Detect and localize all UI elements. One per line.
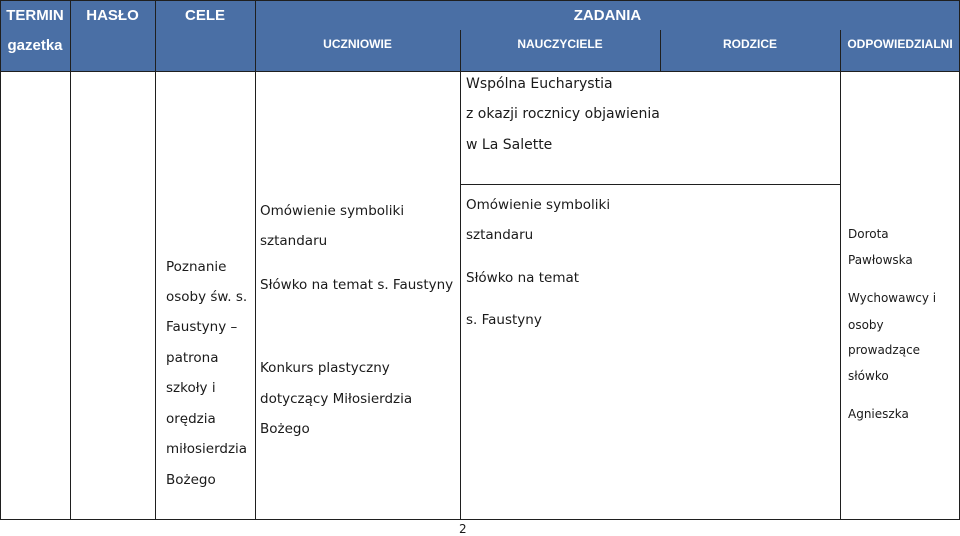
nauczyciele-line: Słówko na temat	[466, 270, 580, 286]
odpowiedzialni-line: Pawłowska	[848, 253, 913, 267]
grid-line	[840, 30, 841, 520]
header-rodzice: RODZICE	[723, 37, 777, 51]
grid-line	[460, 184, 840, 185]
header-uczniowie: UCZNIOWIE	[323, 37, 392, 51]
cele-line: osoby św. s.	[166, 289, 248, 305]
cele-line: Bożego	[166, 472, 216, 488]
uczniowie-line: Konkurs plastyczny	[260, 360, 390, 376]
uczniowie-line: Słówko na temat s. Faustyny	[260, 277, 454, 293]
uczniowie-line: Omówienie symboliki	[260, 203, 405, 219]
header-cele: CELE	[184, 6, 225, 24]
event-line: w La Salette	[466, 137, 553, 153]
odpowiedzialni-line: Wychowawcy i	[848, 291, 937, 305]
uczniowie-line: sztandaru	[260, 233, 328, 249]
uczniowie-line: Bożego	[260, 421, 310, 437]
cele-line: orędzia	[166, 411, 216, 427]
nauczyciele-line: s. Faustyny	[466, 312, 542, 328]
grid-line	[0, 519, 960, 520]
odpowiedzialni-line: osoby	[848, 318, 884, 332]
grid-line	[460, 30, 461, 520]
cele-line: Poznanie	[166, 259, 227, 275]
header-termin: TERMIN	[6, 6, 64, 24]
grid-line	[255, 0, 256, 520]
grid-line	[0, 0, 1, 520]
odpowiedzialni-line: słówko	[848, 369, 889, 383]
header-odpowiedzialni: ODPOWIEDZIALNI	[847, 37, 953, 51]
event-line: z okazji rocznicy objawienia	[466, 106, 660, 122]
nauczyciele-line: sztandaru	[466, 227, 534, 243]
header-nauczyciele: NAUCZYCIELE	[517, 37, 603, 51]
grid-line	[660, 30, 661, 71]
header-haslo: HASŁO	[86, 6, 139, 24]
odpowiedzialni-line: Agnieszka	[848, 407, 909, 421]
grid-line	[155, 0, 156, 520]
grid-line	[70, 0, 71, 520]
header-zadania: ZADANIA	[573, 6, 642, 24]
cele-line: Faustyny –	[166, 319, 238, 335]
uczniowie-line: dotyczący Miłosierdzia	[260, 391, 413, 407]
odpowiedzialni-line: Dorota	[848, 227, 889, 241]
event-line: Wspólna Eucharystia	[466, 76, 613, 92]
nauczyciele-line: Omówienie symboliki	[466, 197, 611, 213]
page-number: 2	[459, 522, 467, 536]
header-gazetka: gazetka	[7, 36, 63, 54]
cele-line: patrona	[166, 350, 219, 366]
grid-line	[0, 0, 960, 1]
cele-line: szkoły i	[166, 380, 216, 396]
cele-line: miłosierdzia	[166, 441, 248, 457]
odpowiedzialni-line: prowadzące	[848, 343, 921, 357]
